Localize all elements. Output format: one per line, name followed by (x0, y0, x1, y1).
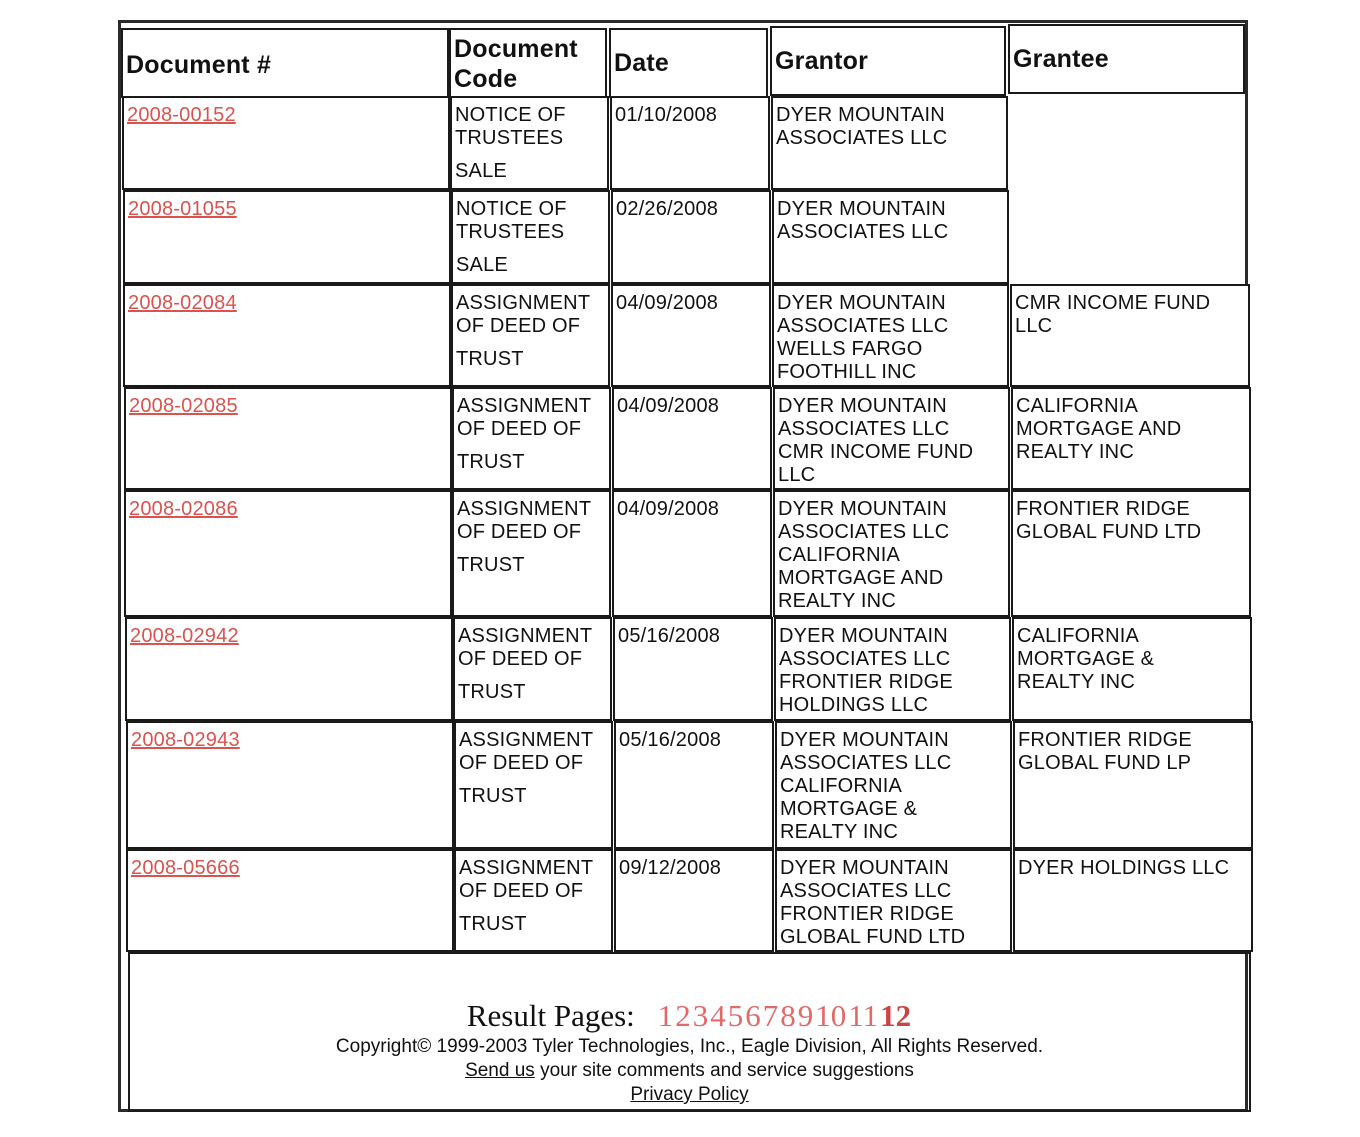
document-number-cell (124, 490, 452, 617)
grantee-cell (1013, 721, 1253, 849)
result-page-link-4[interactable]: 4 (710, 998, 726, 1033)
grantor-line: REALTY INC (778, 590, 896, 612)
grantor-line: ASSOCIATES LLC (780, 880, 952, 902)
document-code-line: ASSIGNMENT (457, 498, 592, 520)
date-value: 02/26/2008 (616, 198, 719, 220)
grantor-line: FRONTIER RIDGE (780, 903, 954, 925)
date-value: 05/16/2008 (618, 625, 721, 647)
document-code-cell (453, 617, 612, 721)
grantor-line: WELLS FARGO (777, 338, 923, 360)
document-number-link[interactable]: 2008-05666 (131, 857, 240, 879)
grantee-line: DYER HOLDINGS LLC (1018, 857, 1230, 879)
document-code-cell (450, 96, 609, 190)
grantee-cell (1010, 284, 1250, 387)
grantee-line: LLC (1015, 315, 1053, 337)
grantor-line: FOOTHILL INC (777, 361, 917, 383)
grantee-line: REALTY INC (1016, 441, 1134, 463)
date-cell (611, 190, 771, 284)
grantor-line: LLC (778, 464, 816, 486)
result-pages-label: Result Pages: (466, 998, 635, 1033)
header-document-number (121, 28, 449, 98)
date-value: 04/09/2008 (617, 498, 720, 520)
grantor-cell (773, 387, 1010, 490)
header-document-code-line2: Code (454, 65, 518, 93)
document-code-spacer (455, 150, 604, 160)
document-code-line: OF DEED OF (457, 521, 582, 543)
date-cell (614, 849, 774, 952)
grantor-line: REALTY INC (780, 821, 898, 843)
date-value: 05/16/2008 (619, 729, 722, 751)
header-grantee (1008, 24, 1245, 94)
header-document-code-line1: Document (454, 35, 578, 63)
grantee-cell (1012, 617, 1252, 721)
document-code-line: TRUST (458, 681, 526, 703)
grantor-cell (771, 96, 1008, 190)
grantor-line: ASSOCIATES LLC (777, 315, 949, 337)
document-code-line: ASSIGNMENT (458, 625, 593, 647)
result-page-link-11[interactable]: 11 (848, 998, 879, 1033)
result-page-link-9[interactable]: 9 (797, 998, 814, 1033)
grantor-line: ASSOCIATES LLC (776, 127, 948, 149)
grantor-line: FRONTIER RIDGE (779, 671, 953, 693)
result-page-link-5[interactable]: 5 (727, 998, 744, 1033)
grantee-cell (1011, 490, 1251, 617)
document-code-line: ASSIGNMENT (457, 395, 592, 417)
document-number-cell (123, 284, 451, 387)
document-code-line: TRUST (459, 785, 527, 807)
grantor-line: ASSOCIATES LLC (777, 221, 949, 243)
header-grantee-label: Grantee (1013, 45, 1109, 73)
header-grantor (770, 26, 1006, 96)
document-code-line: OF DEED OF (456, 315, 581, 337)
document-number-link[interactable]: 2008-02086 (129, 498, 238, 520)
date-cell (610, 96, 770, 190)
date-value: 04/09/2008 (617, 395, 720, 417)
grantee-line: FRONTIER RIDGE (1016, 498, 1190, 520)
footer-panel (128, 952, 1251, 1112)
grantor-line: HOLDINGS LLC (779, 694, 929, 716)
document-number-cell (126, 721, 454, 849)
grantor-cell (773, 490, 1010, 617)
grantor-line: MORTGAGE AND (778, 567, 944, 589)
grantor-line: DYER MOUNTAIN (779, 625, 948, 647)
document-code-cell (451, 284, 610, 387)
grantee-line: MORTGAGE AND (1016, 418, 1182, 440)
document-code-line: TRUST (459, 913, 527, 935)
date-cell (611, 284, 771, 387)
grantor-line: CALIFORNIA (780, 775, 903, 797)
document-code-line: OF DEED OF (458, 648, 583, 670)
grantee-line: MORTGAGE & (1017, 648, 1155, 670)
document-number-link[interactable]: 2008-02085 (129, 395, 238, 417)
privacy-line (130, 1084, 1249, 1106)
document-code-cell (451, 190, 610, 284)
document-code-cell (454, 849, 613, 952)
document-code-spacer (456, 244, 605, 254)
copyright-text: Copyright© 1999-2003 Tyler Technologies, Inc., Eagle Division, All Rights Reserved. (335, 1036, 1044, 1057)
grantor-line: ASSOCIATES LLC (778, 418, 950, 440)
document-code-spacer (457, 544, 606, 554)
header-grantor-label: Grantor (775, 47, 869, 75)
result-page-link-12[interactable]: 12 (880, 998, 912, 1033)
grantor-cell (772, 284, 1009, 387)
grantor-line: ASSOCIATES LLC (780, 752, 952, 774)
grantee-line: CALIFORNIA (1016, 395, 1139, 417)
document-code-spacer (457, 441, 606, 451)
grantor-line: DYER MOUNTAIN (777, 198, 946, 220)
grantor-line: CMR INCOME FUND (778, 441, 974, 463)
result-pages (130, 998, 1249, 1034)
document-code-line: SALE (456, 254, 508, 276)
document-code-line: TRUSTEES (456, 221, 565, 243)
feedback-line (130, 1060, 1249, 1082)
document-code-line: TRUST (457, 451, 525, 473)
grantor-line: DYER MOUNTAIN (778, 498, 947, 520)
document-number-link[interactable]: 2008-02942 (130, 625, 239, 647)
document-code-spacer (458, 671, 607, 681)
document-code-line: TRUST (457, 554, 525, 576)
document-number-cell (123, 190, 451, 284)
date-value: 01/10/2008 (615, 104, 718, 126)
grantor-line: DYER MOUNTAIN (780, 857, 949, 879)
document-number-link[interactable]: 2008-02084 (128, 292, 237, 314)
document-code-spacer (456, 338, 605, 348)
document-number-cell (126, 849, 454, 952)
grantee-line: CALIFORNIA (1017, 625, 1140, 647)
document-code-line: TRUST (456, 348, 524, 370)
date-cell (612, 387, 772, 490)
grantor-line: MORTGAGE & (780, 798, 918, 820)
send-us-link[interactable]: Send us (465, 1060, 535, 1081)
grantor-line: CALIFORNIA (778, 544, 901, 566)
document-code-cell (452, 490, 611, 617)
document-code-line: OF DEED OF (457, 418, 582, 440)
grantor-line: DYER MOUNTAIN (780, 729, 949, 751)
grantee-cell (1013, 849, 1253, 952)
grantee-cell (1011, 387, 1251, 490)
document-code-line: ASSIGNMENT (459, 729, 594, 751)
document-code-spacer (459, 903, 608, 913)
grantor-line: ASSOCIATES LLC (779, 648, 951, 670)
document-code-spacer (459, 775, 608, 785)
page-links (657, 998, 912, 1033)
grantor-line: GLOBAL FUND LTD (780, 926, 966, 948)
document-number-cell (122, 96, 450, 190)
grantor-line: DYER MOUNTAIN (778, 395, 947, 417)
document-number-cell (124, 387, 452, 490)
grantor-cell (775, 849, 1012, 952)
result-page-link-6[interactable]: 6 (745, 998, 761, 1033)
header-document-number-label: Document # (126, 51, 272, 79)
header-document-code (449, 28, 607, 98)
grantee-line: FRONTIER RIDGE (1018, 729, 1192, 751)
date-cell (612, 490, 772, 617)
result-page-link-10[interactable]: 10 (815, 998, 847, 1033)
document-number-link[interactable]: 2008-01055 (128, 198, 237, 220)
document-code-line: SALE (455, 160, 507, 182)
document-number-link[interactable]: 2008-00152 (127, 104, 236, 126)
privacy-policy-link[interactable]: Privacy Policy (630, 1084, 749, 1105)
date-cell (613, 617, 773, 721)
document-code-line: NOTICE OF (455, 104, 566, 126)
grantor-line: ASSOCIATES LLC (778, 521, 950, 543)
date-value: 04/09/2008 (616, 292, 719, 314)
grantee-line: GLOBAL FUND LP (1018, 752, 1192, 774)
result-page-link-2[interactable]: 2 (675, 998, 691, 1033)
result-page-link-8[interactable]: 8 (780, 998, 796, 1033)
grantee-line: CMR INCOME FUND (1015, 292, 1211, 314)
document-code-line: ASSIGNMENT (459, 857, 594, 879)
grantee-line: REALTY INC (1017, 671, 1135, 693)
document-code-line: NOTICE OF (456, 198, 567, 220)
grantor-line: DYER MOUNTAIN (776, 104, 945, 126)
grantee-line: GLOBAL FUND LTD (1016, 521, 1202, 543)
document-code-line: ASSIGNMENT (456, 292, 591, 314)
grantor-cell (775, 721, 1012, 849)
grantor-line: DYER MOUNTAIN (777, 292, 946, 314)
date-cell (614, 721, 774, 849)
document-number-link[interactable]: 2008-02943 (131, 729, 240, 751)
result-page-link-1[interactable]: 1 (657, 998, 674, 1033)
document-number-cell (125, 617, 453, 721)
date-value: 09/12/2008 (619, 857, 722, 879)
header-date-label: Date (614, 49, 669, 77)
result-page-link-7[interactable]: 7 (762, 998, 779, 1033)
document-code-cell (452, 387, 611, 490)
header-date (609, 28, 768, 98)
grantor-cell (772, 190, 1009, 284)
document-code-line: OF DEED OF (459, 752, 584, 774)
feedback-text: your site comments and service suggestions (534, 1060, 914, 1081)
grantor-cell (774, 617, 1011, 721)
document-code-line: TRUSTEES (455, 127, 564, 149)
result-page-link-3[interactable]: 3 (692, 998, 709, 1033)
document-code-cell (454, 721, 613, 849)
document-code-line: OF DEED OF (459, 880, 584, 902)
